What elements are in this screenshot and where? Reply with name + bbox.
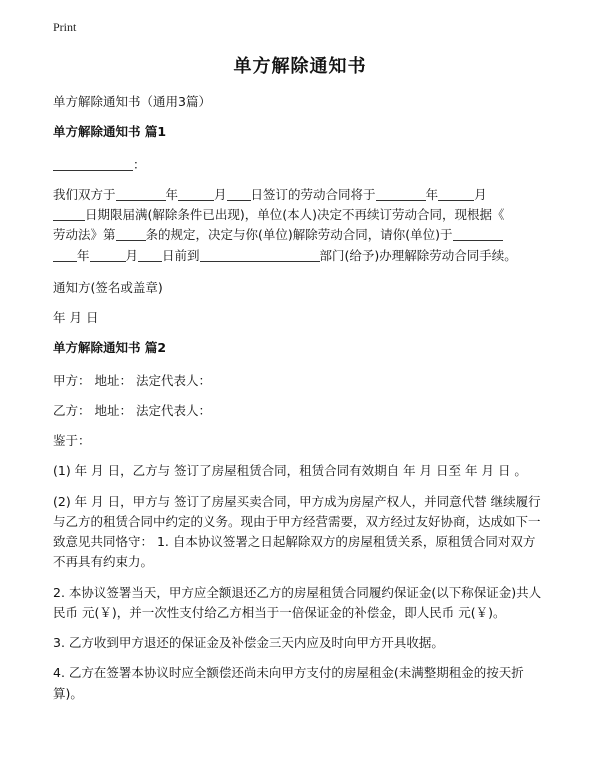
blank-field bbox=[53, 156, 133, 171]
blank-field bbox=[138, 247, 162, 262]
paragraph-3: 2. 本协议签署当天，甲方应全额退还乙方的房屋租赁合同履约保证金(以下称保证金)共人民币 元(￥)，并一次性支付给乙方相当于一倍保证金的补偿金，即人民币 元(￥)。 bbox=[53, 584, 542, 620]
party-a-line: 甲方： 地址： 法定代表人： bbox=[53, 372, 211, 388]
section-heading-1: 单方解除通知书 篇1 bbox=[53, 124, 167, 140]
date-line: 年 月 日 bbox=[53, 310, 99, 325]
print-link[interactable]: Print bbox=[53, 20, 77, 34]
notifier-line: 通知方(签名或盖章) bbox=[53, 279, 163, 295]
blank-field bbox=[53, 206, 85, 221]
blank-field bbox=[227, 186, 251, 201]
addressee-line: ： bbox=[53, 155, 547, 175]
document-title: 单方解除通知书 bbox=[233, 56, 367, 77]
blank-field bbox=[53, 247, 77, 262]
blank-field bbox=[438, 186, 474, 201]
section-heading-2: 单方解除通知书 篇2 bbox=[53, 340, 167, 356]
document-body bbox=[53, 92, 547, 714]
paragraph-4: 3. 乙方收到甲方退还的保证金及补偿金三天内应及时向甲方开具收据。 bbox=[53, 635, 444, 650]
paragraph-5: 4. 乙方在签署本协议时应全额偿还尚未向甲方支付的房屋租金(未满整期租金的按天折算)。 bbox=[53, 665, 524, 701]
notice-paragraph: 我们双方于 年 月 日签订的劳动合同将于 年 月 日期限届满(解除条件已出现)，单位(本人)决定不再续订劳动合同，现根据《 劳动法》第 条的规定，决定与你(单位)解除劳动合同，请你(单位)于 年 月 日前到 部门(给予)办理解除劳动合同手续。 bbox=[53, 186, 517, 263]
blank-field bbox=[90, 247, 126, 262]
intro-line: 单方解除通知书（通用3篇） bbox=[53, 94, 211, 109]
blank-field bbox=[376, 186, 426, 201]
blank-field bbox=[200, 247, 320, 262]
blank-field bbox=[178, 186, 214, 201]
paragraph-1: (1) 年 月 日，乙方与 签订了房屋租赁合同，租赁合同有效期自 年 月 日至 年 月 日 。 bbox=[53, 463, 527, 479]
party-b-line: 乙方： 地址： 法定代表人： bbox=[53, 402, 211, 418]
blank-field bbox=[116, 226, 146, 241]
blank-field bbox=[453, 226, 503, 241]
blank-field bbox=[116, 186, 166, 201]
paragraph-2: (2) 年 月 日，甲方与 签订了房屋买卖合同，甲方成为房屋产权人，并同意代替 继续履行与乙方的租赁合同中约定的义务。现由于甲方经营需要，双方经过友好协商，达成如下一致意见共同恪守： 1. 自本协议签署之日起解除双方的房屋租赁关系，原租赁合同对双方不再具有约束力。 bbox=[53, 493, 541, 570]
whereas-line: 鉴于： bbox=[53, 433, 91, 448]
